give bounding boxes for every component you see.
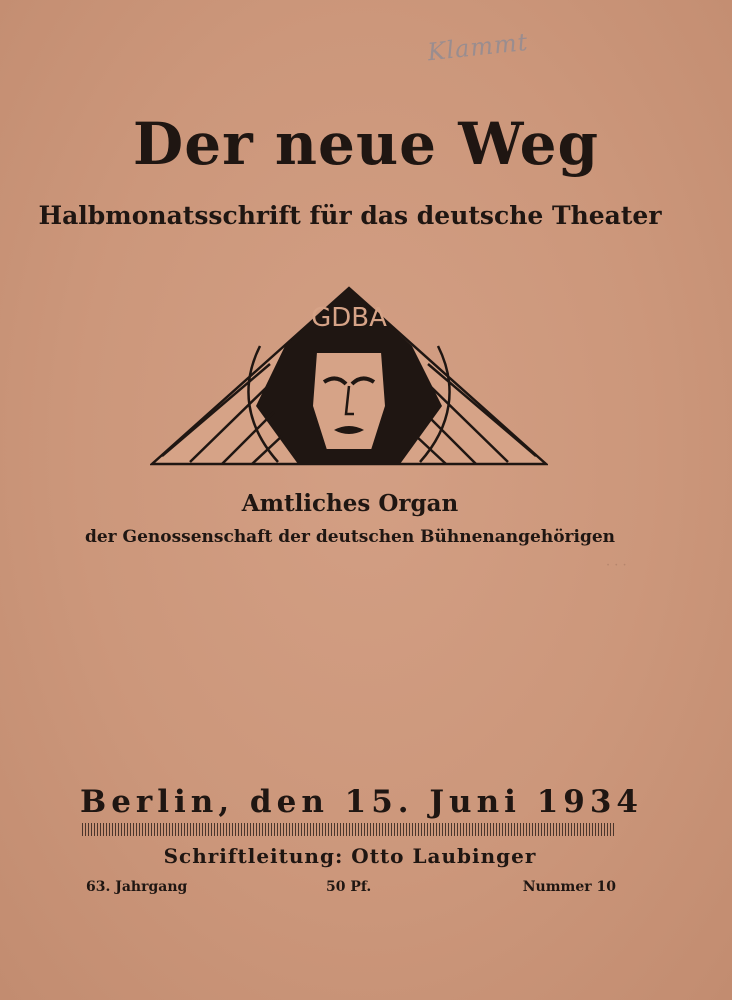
- page-subtitle: Halbmonatsschrift für das deutsche Theater: [38, 201, 662, 230]
- faint-mark: · · ·: [606, 558, 627, 573]
- editor-line: Schriftleitung: Otto Laubinger: [163, 844, 537, 868]
- issue-dateline: Berlin, den 15. Juni 1934: [80, 784, 643, 820]
- emblem-monogram: GDBA: [311, 303, 387, 333]
- handwritten-annotation: Klammt: [426, 27, 530, 67]
- volume-label: 63. Jahrgang: [86, 879, 188, 895]
- decorative-rule: [82, 823, 614, 836]
- organ-heading: Amtliches Organ: [241, 490, 459, 517]
- organ-subheading: der Genossenschaft der deutschen Bühnenangehörigen: [84, 527, 616, 547]
- price-label: 50 Pf.: [326, 879, 372, 895]
- issue-number-label: Nummer 10: [522, 879, 616, 895]
- issue-footer: [86, 874, 616, 900]
- gdba-emblem-logo: [150, 286, 548, 468]
- page-title: Der neue Weg: [132, 110, 600, 178]
